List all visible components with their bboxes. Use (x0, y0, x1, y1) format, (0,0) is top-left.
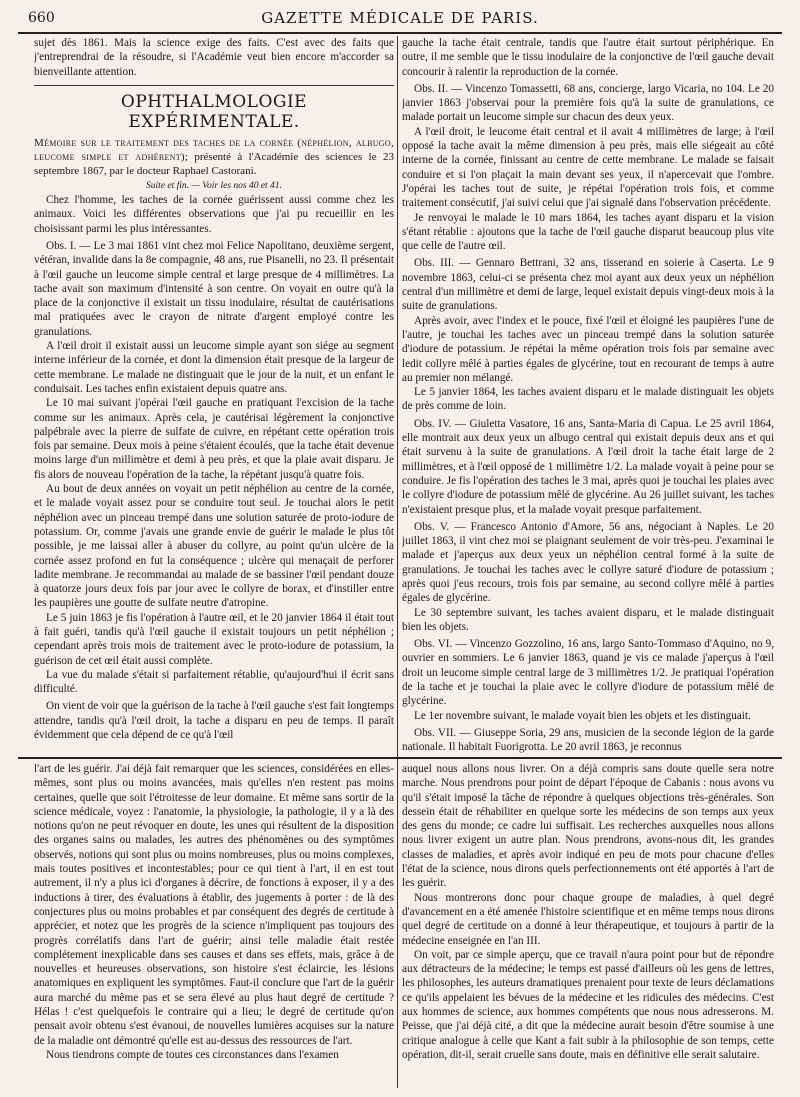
observation-6: Obs. VI. — Vincenzo Gozzolino, 16 ans, largo Santo-Tommaso d'Aquino, no 9, ouvrier en sommiers. Le 6 janvier 1863, quand je vis ce malade j'aperçus à l'œil droit un leucome simple central large de 3 millimètres 1/2. Je pratiquai l'opération de la tache et je touchai la plaie avec le collyre d'iodure de potassium mêlé de glycérine. (402, 638, 774, 708)
paragraph: Le 5 juin 1863 je fis l'opération à l'autre œil, et le 20 janvier 1864 il était tout à fait guéri, tandis qu'à l'œil gauche il existait toujours un petit néphélion ; cependant après trois mois de traitement avec le proto-iodure de potassium, la guérison de cet œil était aussi complète. (34, 611, 394, 667)
paragraph: Je renvoyai le malade le 10 mars 1864, les taches ayant disparu et la vision s'étant rétablie : ajoutons que la tache de l'œil gauche disparut beaucoup plus vite que celle de l'autre œil. (402, 211, 774, 253)
paragraph: Le 5 janvier 1864, les taches avaient disparu et le malade distinguait les objets de près comme de loin. (402, 386, 774, 413)
rule (34, 85, 394, 86)
header-rule (18, 32, 782, 34)
paragraph: Nous tiendrons compte de toutes ces circonstances dans l'examen (46, 1048, 339, 1061)
paragraph: gauche la tache était centrale, tandis que l'autre était surtout périphérique. En outre, il me semble que le tissu inodulaire de la conjonctive de l'œil gauche devait concourir à ralentir la reproduction de la cornée. (402, 37, 774, 78)
memoir-lead: Mémoire sur le traitement des taches de la cornée (néphélion, albugo, leucome simple et adhérent) (34, 136, 394, 164)
section-divider (18, 757, 782, 759)
page-number: 660 (28, 10, 55, 26)
paragraph: Nous montrerons donc pour chaque groupe de maladies, à quel degré d'avancement en a été amenée l'histoire scientifique et en même temps nous dirons quel degré de certitude on a donné à leur thérapeutique, et toujours à partir de la médecine enseignée en l'an III. (402, 891, 774, 947)
memoir-heading (34, 136, 394, 179)
paragraph: Au bout de deux années on voyait un petit néphélion au centre de la cornée, et le malade voyait assez pour se conduire tout seul. Je touchai alors le petit néphélion avec un pinceau trempé dans une solution saturée de proto-iodure de potassium. Or, comme j'avais une grande envie de guérir le malade le plus tôt possible, je me laissai aller à abuser du collyre, au point qu'un ulcère de la cornée assez profond en fut la conséquence ; ulcère qui menaçait de perforer ladite membrane. Je recommandai au malade de se bassiner l'œil pendant douze à quatorze jours deux fois par jour avec le collyre de borax, et d'instiller entre les paupières une goutte de sulfate neutre d'atropine. (34, 483, 394, 610)
paragraph: A l'œil droit, le leucome était central et il avait 4 millimètres de large; à l'œil opposé la tache avait la même dimension à peu près, mais elle siégeait au côté interne de la cornée, finissant au centre de cette membrane. Le malade se faisait conduire et si l'on plaçait la main devant ses yeux, il n'apercevait que l'ombre. J'opérai les taches tout de suite, je répétai l'opération trois fois, et comme traitement consécutif, j'ai suivi celui que j'ai signalé dans l'observation précédente. (402, 125, 774, 210)
observation-1: Obs. I. — Le 3 mai 1861 vint chez moi Felice Napolitano, deuxième sergent, vétéran, invalide dans la 8e compagnie, 48 ans, rue Pisanelli, no 23. Il présentait à l'œil gauche un leucome simple central et large presque de 4 millimètres. La tache avait son maximum d'intensité à son centre. On voyait en outre qu'à la place de la conjonctive il existait un tissu inodulaire, résultat de cautérisations mal pratiquées avec le crayon de nitrate d'argent employé contre les granulations. (34, 239, 394, 338)
observation-7: Obs. VII. — Giuseppe Soria, 29 ans, musicien de la seconde légion de la garde nationale. Il habitait Fuorigrotta. Le 20 avril 1863, je reconnus (402, 726, 774, 754)
paragraph: sujet dès 1861. Mais la science exige des faits. C'est avec des faits que j'entreprendrai de la résoudre, si l'Académie veut bien encore m'accorder sa bienveillante attention. (34, 37, 394, 78)
page-header (18, 6, 782, 28)
column-left-lower (34, 762, 394, 1092)
paragraph: A l'œil droit il existait aussi un leucome simple ayant son siége au segment interne inférieur de la cornée, et dont la dimension était presque de la largeur de cette membrane. Le malade ne distinguait que le jour de la nuit, et un enfant le conduisait. Les taches enfin existaient depuis quatre ans. (34, 340, 394, 395)
section-title: OPHTHALMOLOGIE EXPÉRIMENTALE. (120, 91, 308, 132)
observation-2: Obs. II. — Vincenzo Tomassetti, 68 ans, concierge, largo Vicaria, no 104. Le 20 janvier 1863 j'observai pour la première fois qu'à la suite de granulations, ce malade portait un leucome simple sur chacun des deux yeux. (402, 82, 774, 124)
paragraph: La vue du malade s'était si parfaitement rétablie, qu'aujourd'hui il écrit sans difficulté. (34, 668, 394, 696)
observation-4: Obs. IV. — Giuletta Vasatore, 16 ans, Santa-Maria di Capua. Le 25 avril 1864, elle montrait aux deux yeux un albugo central qui existait depuis deux ans et qui était survenu à la suite de granulations. A l'œil droit la tache était large de 2 millimètres, et à l'œil opposé de 1 millimètre 1/2. La malade voyait à peine pour se conduire. Je fis l'opération des taches le 3 mai, après quoi je touchai les plaies avec le collyre d'iodure de potassium mêlé de glycérine. Au 26 juillet suivant, les taches n'existaient presque plus, et la malade voyait presque parfaitement. (402, 417, 774, 516)
paragraph: On vient de voir que la guérison de la tache à l'œil gauche s'est fait longtemps attendre, tandis qu'à l'œil droit, la tache a disparu en peu de temps. Il paraît évidemment que cela dépend de ce qu'à l'œil (34, 700, 394, 742)
paragraph: Le 10 mai suivant j'opérai l'œil gauche en pratiquant l'excision de la tache comme sur les animaux. Après cela, je cautérisai légèrement la conjonctive palpébrale avec la pierre de sulfate de cuivre, en répétant cette opération trois fois par semaine. Deux mois à peine s'étaient écoulés, que la tache était devenue moins large d'un millimètre et demi à peu près, et que la plaie avait disparu. Je fis alors de nouveau l'opération de la tache, la répétant jusqu'à quatre fois. (34, 397, 394, 481)
paragraph: Chez l'homme, les taches de la cornée guérissent aussi comme chez les animaux. Voici les différentes observations que j'ai pu recueillir en les choisissant parmi les plus intéressantes. (34, 194, 394, 235)
observation-3: Obs. III. — Gennaro Bettrani, 32 ans, tisserand en soierie à Caserta. Le 9 novembre 1863, celui-ci se présenta chez moi ayant aux deux yeux un néphélion central d'un millimètre et demi de large, lequel existait depuis vingt-deux mois à la suite de granulations. (402, 257, 774, 313)
paragraph: l'art de les guérir. J'ai déjà fait remarquer que les sciences, considérées en elles-mêmes, sont plus ou moins avancées, mais qu'elles n'en restent pas moins certaines, quelle que soit l'étroitesse de leur domaine. Et même sans sortir de la science médicale, voyez : l'anatomie, la physiologie, la pathologie, il y a là des notions qu'on ne peut révoquer en doute, les unes qui résultent de la disposition des organes sains ou malades, les autres des phénomènes ou des symptômes observés, notions qui sont plus ou moins nombreuses, plus ou moins complexes, mais toutes positives et incontestables; pour ce qui tient à l'art, il en est tout autrement, il n'y a plus ici d'organes à décrire, de fonctions à exposer, il y a des inductions à tirer, des évaluations à établir, des jugements à porter : de là des conjectures plus ou moins probables et par conséquent des degrés de certitude à apprécier, et notez que les progrès de la science n'impliquent pas toujours des progrès corrélatifs dans l'art de guérir; ainsi telle maladie était restée complétement inexplicable dans ses causes et dans ses effets, mais, grâce à de nouvelles et heureuses observations, son histoire s'est éclaircie, les lésions anatomiques en expliquent les symptômes. Faut-il conclure que l'art de la guérir aura marché du même pas et se sera élevé au plus haut degré de certitude ? Hélas ! c'est quelquefois le contraire qui a lieu; le degré de certitude qu'on pensait avoir obtenu s'est évanoui, de nouvelles lumières acquises sur la nature de la maladie ont démontré qu'elle est au-dessus des ressources de l'art. (34, 763, 394, 1047)
continuation-note: Suite et fin. — Voir les nos 40 et 41. (146, 180, 282, 191)
memoir-rest: ; présenté à l'Académie des sciences le 23 septembre 1867, par le docteur Raphael Castorani. (34, 151, 394, 178)
column-divider (397, 36, 398, 1088)
paragraph: Le 1er novembre suivant, le malade voyait bien les objets et les distinguait. (414, 709, 751, 722)
journal-title: GAZETTE MÉDICALE DE PARIS. (261, 9, 539, 27)
paragraph: auquel nous allons nous livrer. On a déjà compris sans doute quelle sera notre marche. Nous prendrons pour point de départ l'époque de Cabanis : nous avons vu qu'il s'était imposé la tâche de répondre à quelques objections très-générales. Son dessein était de réhabiliter en quelque sorte les médecins de son temps aux yeux des gens du monde; ce cadre lui suffisait. Les recherches auxquelles nous allons nous livrer exigent un autre plan. Nous prendrons, avons-nous dit, les grandes classes de maladies, et après avoir indiqué en peu de mots pour chacune d'elles l'état de la science, nous dirons quels perfectionnements ont été apportés à l'art de les guérir. (402, 763, 774, 890)
column-left-upper (34, 36, 394, 754)
paragraph: Après avoir, avec l'index et le pouce, fixé l'œil et éloigné les paupières l'une de l'autre, je touchai les taches avec un pinceau trempé dans la solution saturée d'iodure de potassium. Je répétai la même opération trois fois par semaine avec ledit collyre mêlé à parties égales de glycérine, tout en recourant de temps à autre au premier non mélangé. (402, 314, 774, 384)
paragraph: Le 30 septembre suivant, les taches avaient disparu, et le malade distinguait bien les objets. (402, 606, 774, 633)
observation-5: Obs. V. — Francesco Antonio d'Amore, 56 ans, négociant à Naples. Le 20 juillet 1863, il vint chez moi se plaignant seulement de voir très-peu. J'examinai le malade et j'aperçus aux deux yeux un néphélion central formé à la suite de granulations. Je touchai les taches avec le collyre saturé d'iodure de potassium ; après quoi j'eus recours, trois fois par semaine, au second collyre mêlé à parties égales de glycérine. (402, 520, 774, 605)
paragraph: On voit, par ce simple aperçu, que ce travail n'aura point pour but de répondre aux détracteurs de la médecine; le temps est passé d'ailleurs où les gens de lettres, les philosophes, les auteurs dramatiques prenaient pour texte de leurs déclamations ce qu'ils appelaient les bévues de la médecine et les ridicules des médecins. C'est aux hommes de science, aux hommes compétents que nous nous adresserons. M. Peisse, que j'ai déjà cité, a dit que la médecine aurait besoin d'être soumise à une critique analogue à celle que Kant a fait subir à la philosophie de son temps, cette opération, dit-il, serait cruelle sans doute, mais en définitive elle serait salutaire. (402, 948, 774, 1061)
column-right-lower (402, 762, 774, 1092)
column-right-upper (402, 36, 774, 754)
